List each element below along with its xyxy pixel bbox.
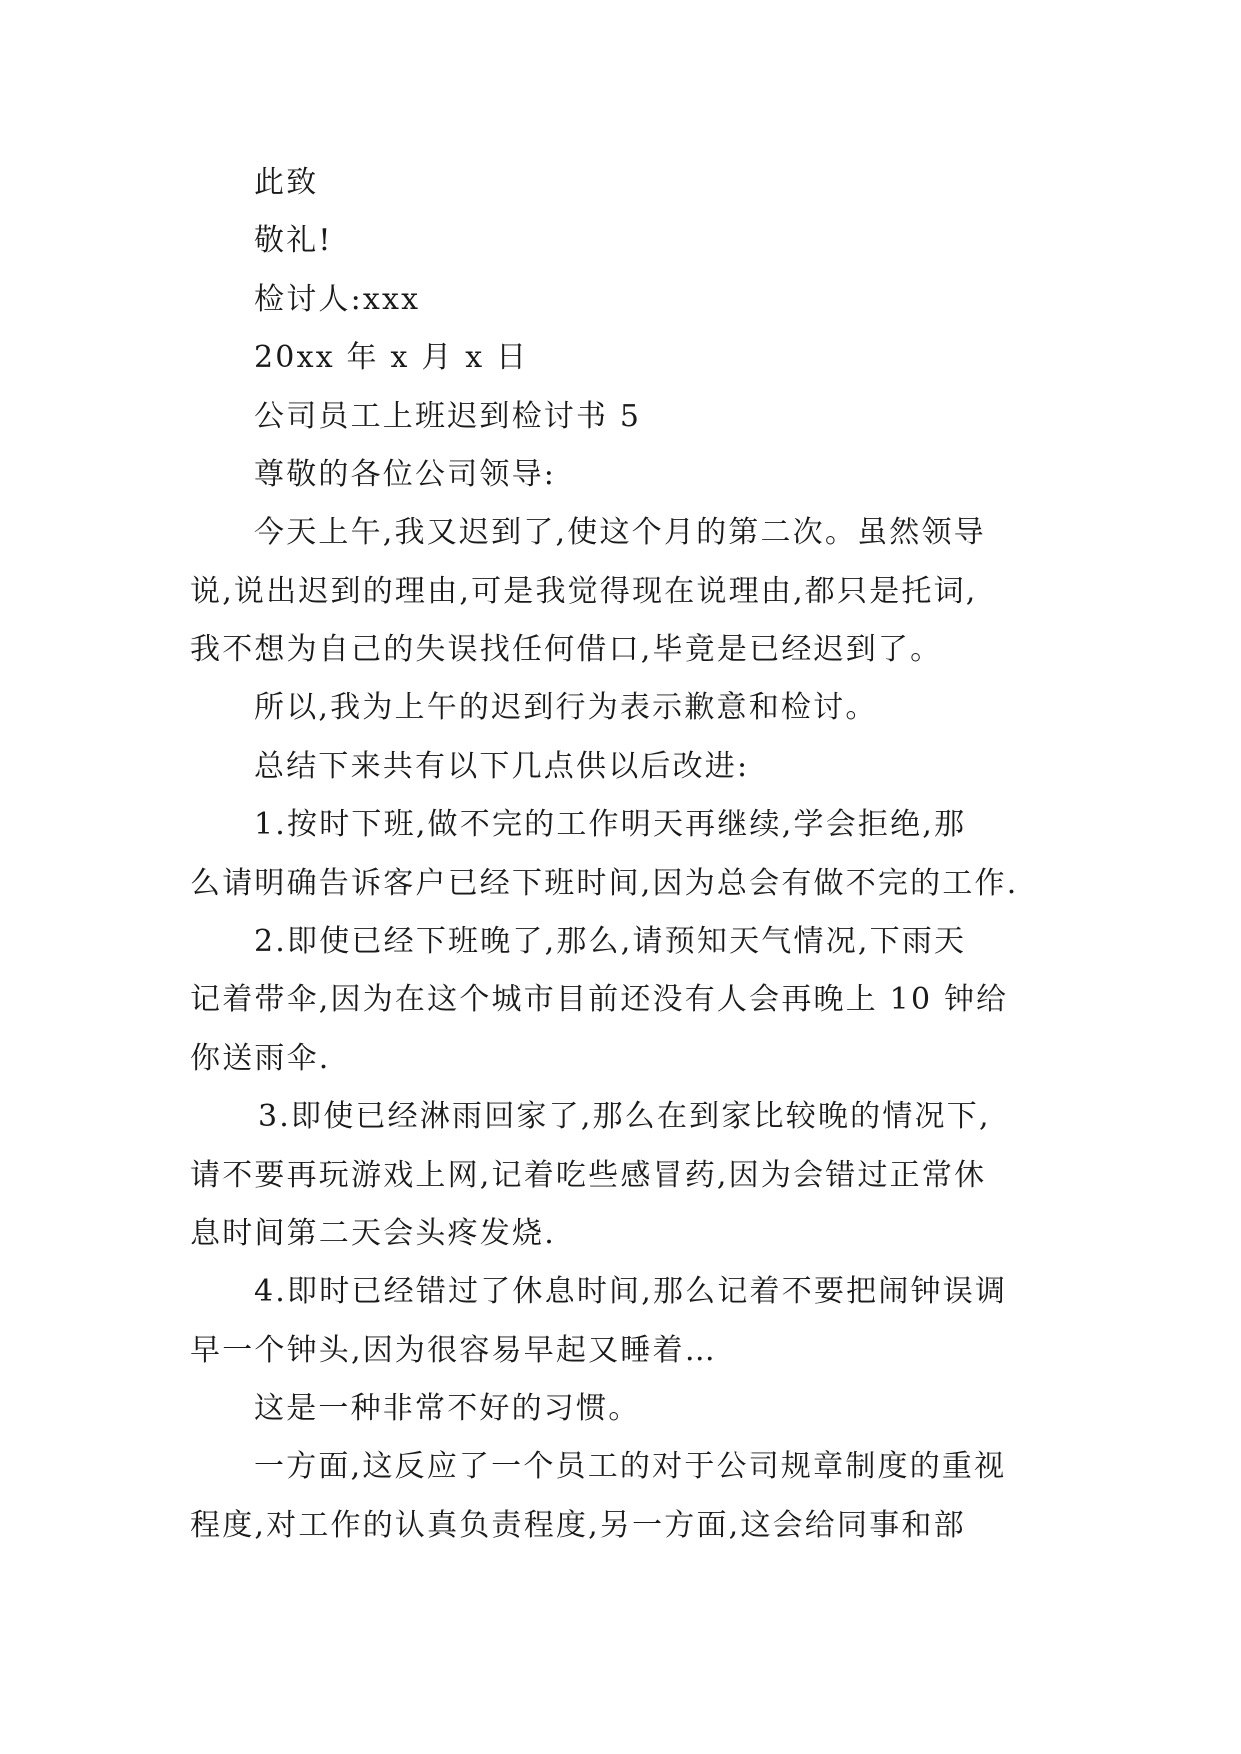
section-title: 公司员工上班迟到检讨书 5 [254,399,642,434]
list-item-line: 记着带伞,因为在这个城市目前还没有人会再晚上 10 钟给 [190,982,1009,1017]
list-item-line: 息时间第二天会头疼发烧. [190,1216,556,1251]
list-item-line: 早一个钟头,因为很容易早起又睡着… [190,1333,717,1368]
paragraph-line: 今天上午,我又迟到了,使这个月的第二次。虽然领导 [254,515,986,550]
paragraph-line: 说,说出迟到的理由,可是我觉得现在说理由,都只是托词, [190,574,978,609]
greeting-line: 尊敬的各位公司领导: [254,457,557,492]
date-line: 20xx 年 x 月 x 日 [254,340,529,375]
list-item-line: 2.即使已经下班晚了,那么,请预知天气情况,下雨天 [254,924,967,959]
list-item-line: 4.即时已经错过了休息时间,那么记着不要把闹钟误调 [254,1274,1008,1309]
paragraph-line: 我不想为自己的失误找任何借口,毕竟是已经迟到了。 [190,632,943,667]
salutation-line: 敬礼! [254,223,333,258]
list-item-line: 么请明确告诉客户已经下班时间,因为总会有做不完的工作. [190,866,1019,901]
signer-line: 检讨人:xxx [254,282,421,317]
list-item-line: 1.按时下班,做不完的工作明天再继续,学会拒绝,那 [254,807,967,842]
closing-line: 此致 [254,165,319,200]
paragraph-line: 所以,我为上午的迟到行为表示歉意和检讨。 [254,690,878,725]
list-item-line: 3.即使已经淋雨回家了,那么在到家比较晚的情况下, [258,1099,991,1134]
paragraph-line: 一方面,这反应了一个员工的对于公司规章制度的重视 [254,1449,1007,1484]
paragraph-line: 总结下来共有以下几点供以后改进: [254,749,750,784]
list-item-line: 请不要再玩游戏上网,记着吃些感冒药,因为会错过正常休 [190,1158,987,1193]
paragraph-line: 这是一种非常不好的习惯。 [254,1391,641,1426]
list-item-line: 你送雨伞. [190,1041,331,1076]
paragraph-line: 程度,对工作的认真负责程度,另一方面,这会给同事和部 [190,1508,966,1543]
